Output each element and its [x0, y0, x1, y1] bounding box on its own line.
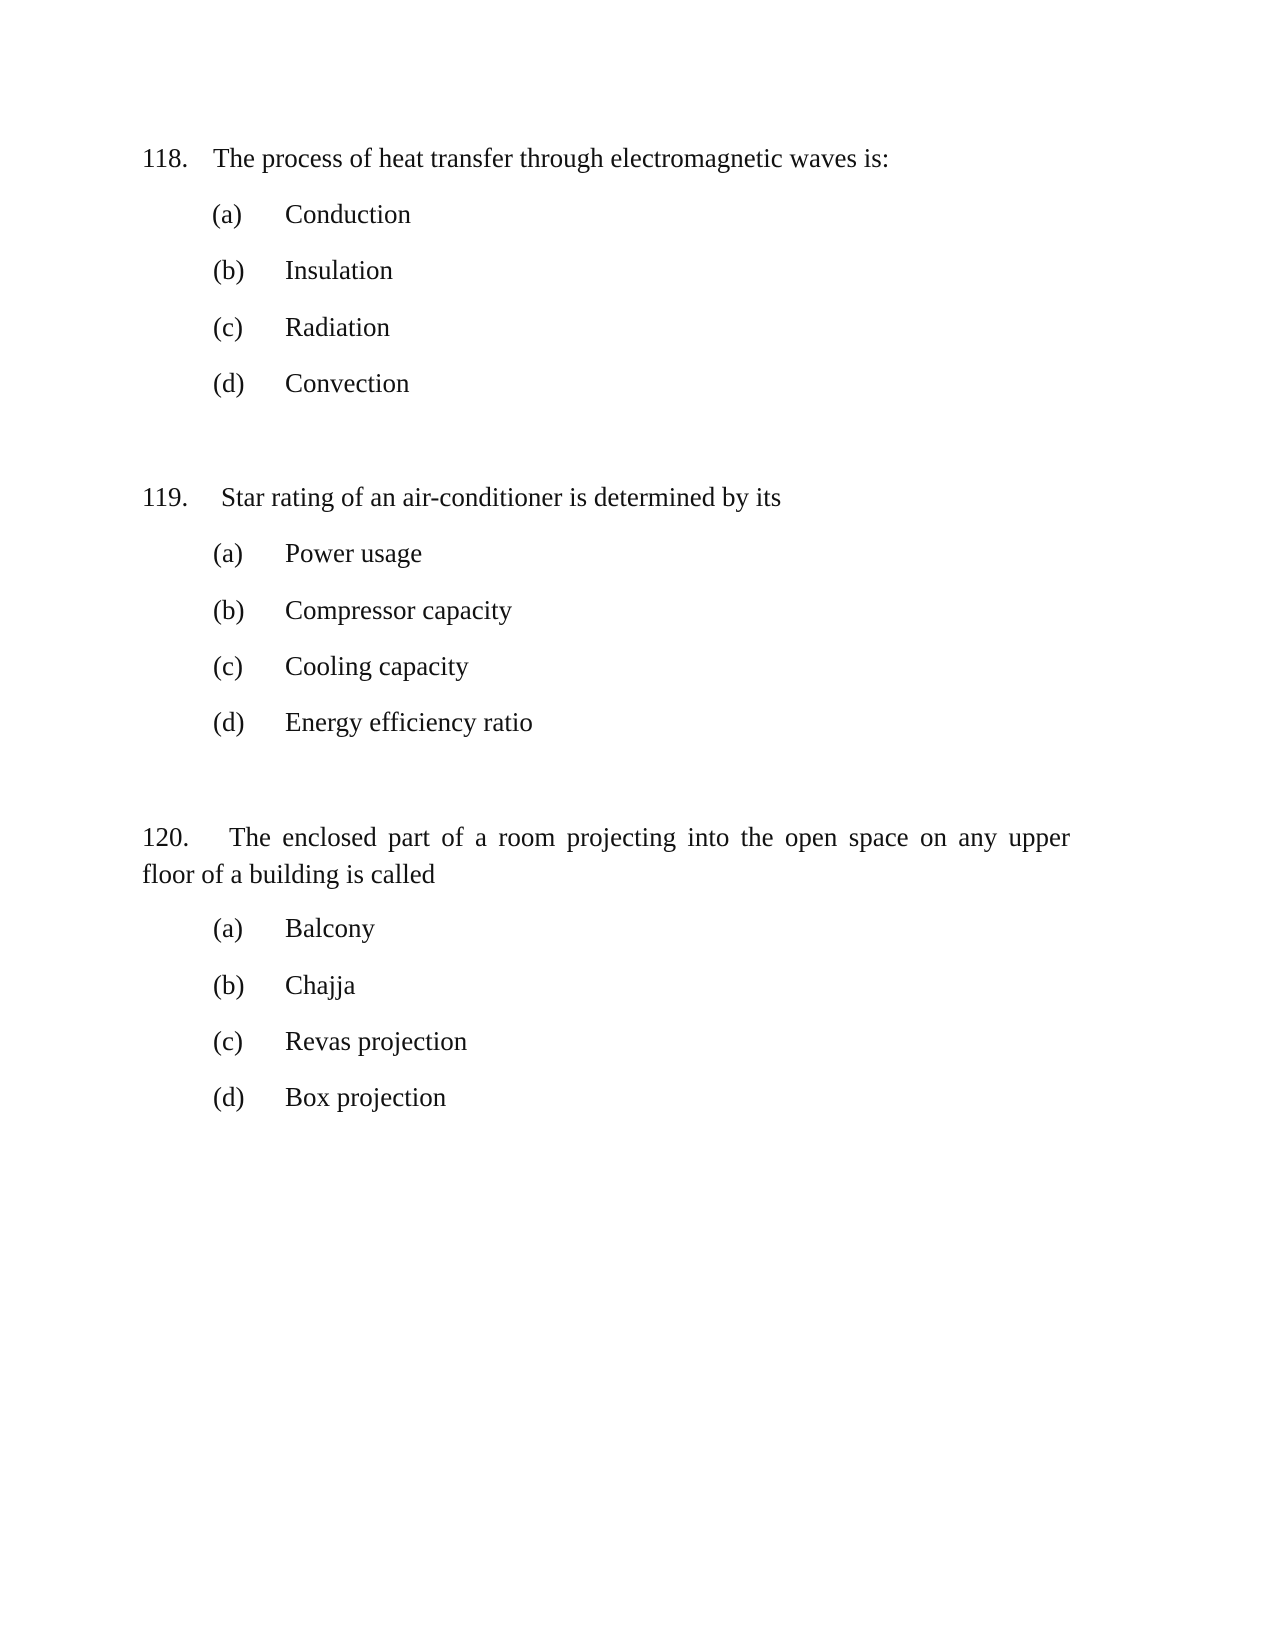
- question-text: Star rating of an air-conditioner is determined by its: [221, 482, 782, 512]
- option-text: Radiation: [285, 312, 390, 342]
- option-label: (a): [213, 913, 243, 943]
- option-label: (d): [213, 1082, 245, 1112]
- option-text: Convection: [285, 368, 410, 398]
- option-label: (c): [213, 651, 243, 681]
- option-text: Revas projection: [285, 1026, 468, 1056]
- question-text: The enclosed part of a room projecting into the open space on any upper floor of a building is called: [142, 822, 1070, 889]
- question-number: 119.: [142, 482, 189, 512]
- option-text: Chajja: [285, 970, 356, 1000]
- option-text: Power usage: [285, 538, 423, 568]
- option-text: Balcony: [285, 913, 375, 943]
- option-label: (d): [213, 707, 245, 737]
- option-label: (a): [212, 199, 242, 229]
- question-stem: [142, 819, 1070, 893]
- option-text: Energy efficiency ratio: [285, 707, 533, 737]
- option-label: (a): [213, 538, 243, 568]
- option-label: (d): [213, 368, 245, 398]
- option-text: Box projection: [285, 1082, 447, 1112]
- option-text: Compressor capacity: [285, 595, 513, 625]
- option-text: Insulation: [285, 255, 393, 285]
- option-label: (c): [213, 1026, 243, 1056]
- option-label: (b): [213, 970, 245, 1000]
- option-label: (c): [213, 312, 243, 342]
- option-text: Conduction: [285, 199, 411, 229]
- option-label: (b): [213, 255, 245, 285]
- option-text: Cooling capacity: [285, 651, 469, 681]
- question-text: The process of heat transfer through electromagnetic waves is:: [213, 143, 890, 173]
- option-label: (b): [213, 595, 245, 625]
- question-number: 120.: [142, 822, 190, 852]
- question-number: 118.: [142, 143, 189, 173]
